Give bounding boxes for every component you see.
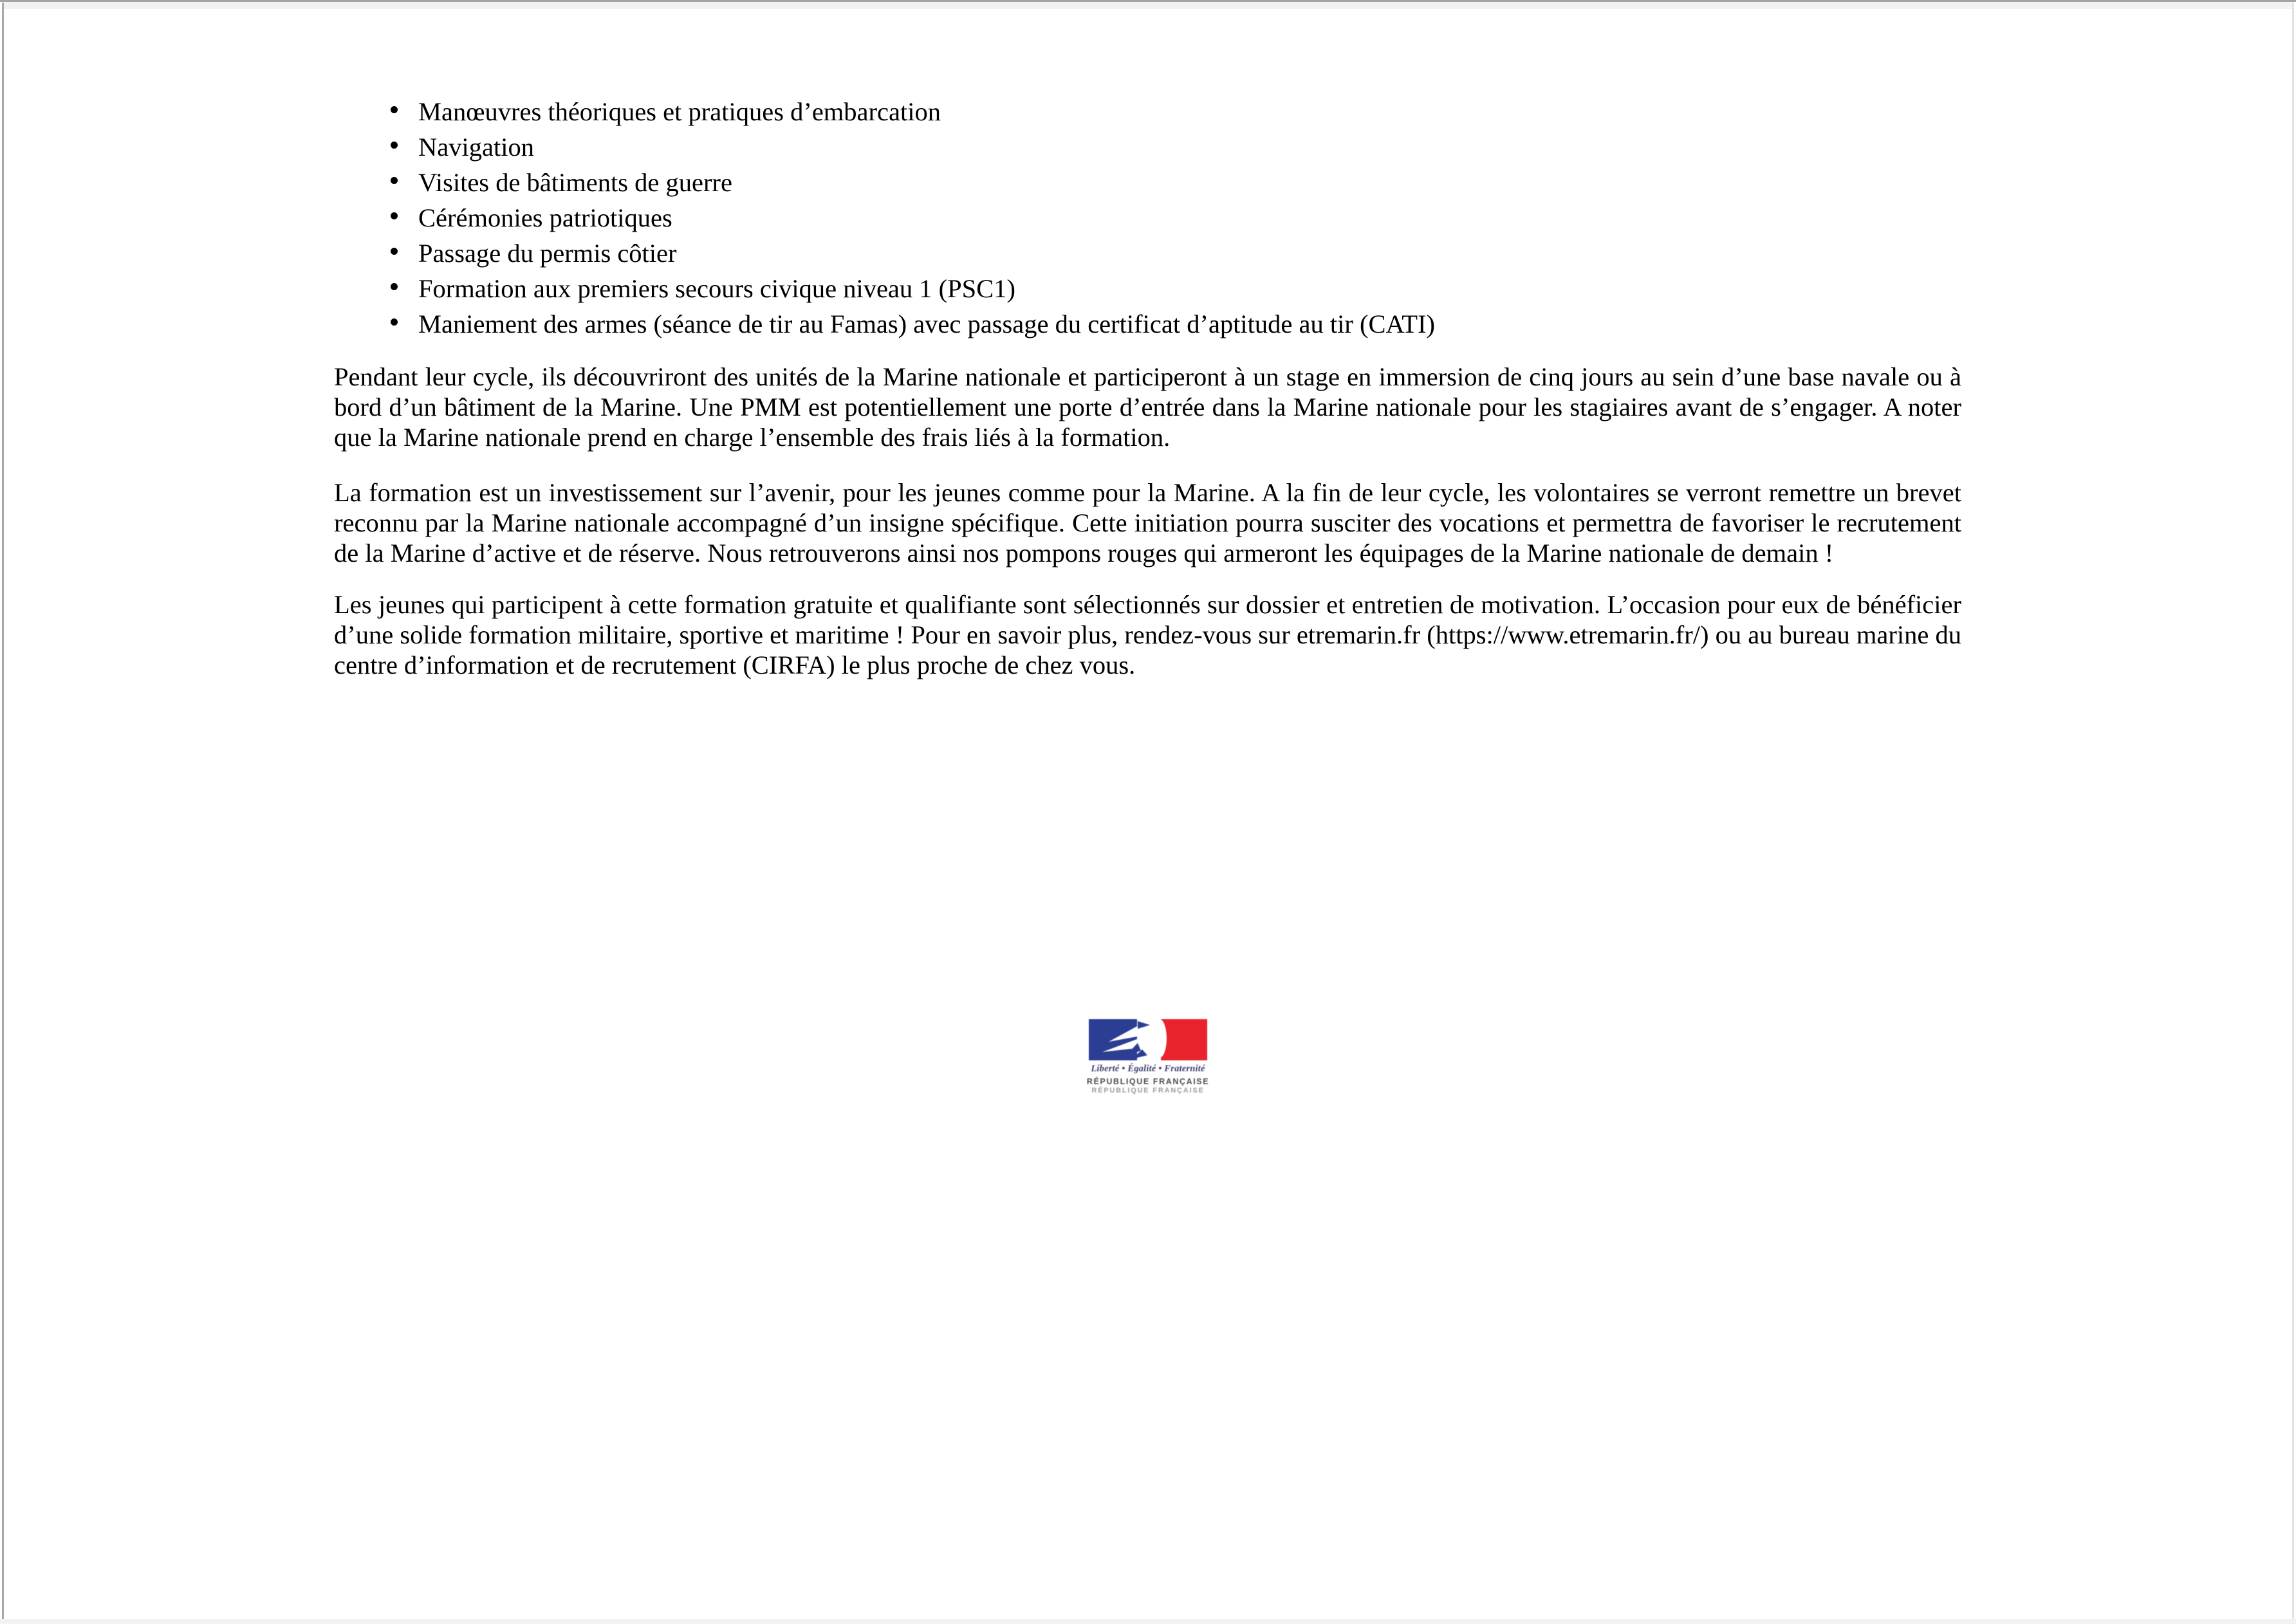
list-item [391,203,1967,233]
list-item-text: Visites de bâtiments de guerre [418,168,732,197]
bullet-icon [391,283,398,290]
list-item [391,273,1967,304]
paragraph-selection-contact: Les jeunes qui participent à cette formation gratuite et qualifiante sont sélectionnés sur dossier et entretien de motivation. L’occasion pour eux de bénéficier d’une solide formation militaire, sportive et maritime ! Pour en savoir plus, rendez-vous sur etremarin.fr (https://www.etremarin.fr/) ou au bureau marine du centre d’information et de recrutement (CIRFA) le plus proche de chez vous. [334,590,1961,679]
marianne-profile [1153,1019,1167,1058]
paragraph-pmm-cycle: Pendant leur cycle, ils découvriront des unités de la Marine nationale et participeront à un stage en immersion de cinq jours au sein d’une base navale ou à bord d’un bâtiment de la Marine. Une PMM est potentiellement une porte d’entrée dans la Marine nationale pour les stagiaires avant de s’engager. A noter que la Marine nationale prend en charge l’ensemble des frais liés à la formation. [334,362,1961,452]
bullet-icon [391,212,398,219]
bullet-icon [391,177,398,184]
paragraph-formation-investissement: La formation est un investissement sur l’avenir, pour les jeunes comme pour la Marine. A la fin de leur cycle, les volontaires se verront remettre un brevet reconnu par la Marine nationale accompagné d’un insigne spécifique. Cette initiation pourra susciter des vocations et permettra de favoriser le recrutement de la Marine d’active et de réserve. Nous retrouverons ainsi nos pompons rouges qui armeront les équipages de la Marine nationale de demain ! [334,478,1961,567]
logo-republique-francaise-line2: RÉPUBLIQUE FRANÇAISE [1091,1087,1205,1094]
list-item [391,309,1967,339]
flag-red-panel [1161,1019,1207,1060]
bullet-icon [391,106,398,113]
list-item-text: Navigation [418,133,534,161]
list-item-text: Passage du permis côtier [418,239,677,268]
list-item [391,97,1967,127]
training-activities-list [391,97,1967,344]
list-item-text: Manœuvres théoriques et pratiques d’embarcation [418,97,941,126]
logo-motto: Liberté • Égalité • Fraternité [1091,1064,1205,1074]
hair-strand-icon [1138,1021,1150,1029]
list-item-text: Maniement des armes (séance de tir au Famas) avec passage du certificat d’aptitude au tir (CATI) [418,309,1435,338]
bullet-icon [391,142,398,149]
republique-francaise-logo [1084,1019,1212,1094]
list-item [391,167,1967,198]
bullet-icon [391,248,398,255]
list-item-text: Formation aux premiers secours civique niveau 1 (PSC1) [418,274,1015,303]
list-item [391,132,1967,162]
marianne-flag-icon [1088,1019,1208,1062]
list-item-text: Cérémonies patriotiques [418,203,672,232]
bullet-icon [391,318,398,326]
logo-republique-francaise-line1: RÉPUBLIQUE FRANÇAISE [1086,1077,1210,1086]
list-item [391,238,1967,268]
